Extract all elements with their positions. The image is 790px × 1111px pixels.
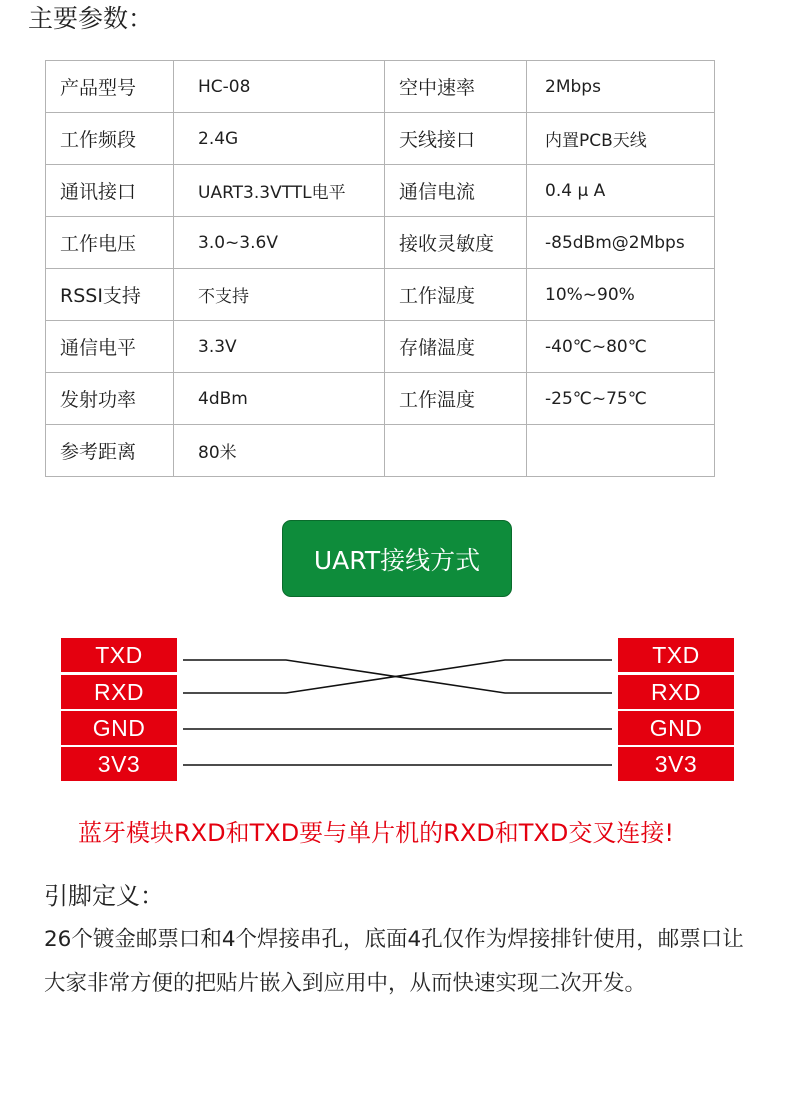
param-value: 0.4 μ A — [527, 165, 715, 217]
param-key: 工作湿度 — [385, 269, 527, 321]
param-value: -40℃~80℃ — [527, 321, 715, 373]
left-pin-gnd: GND — [61, 711, 177, 745]
param-key: 存储温度 — [385, 321, 527, 373]
right-pin-3v3: 3V3 — [618, 747, 734, 781]
param-value: 4dBm — [174, 373, 385, 425]
left-pin-3v3: 3V3 — [61, 747, 177, 781]
left-pin-txd: TXD — [61, 638, 177, 672]
param-key: 工作频段 — [46, 113, 174, 165]
param-key: 通信电平 — [46, 321, 174, 373]
param-value: UART3.3VTTL电平 — [174, 165, 385, 217]
param-key: RSSI支持 — [46, 269, 174, 321]
pin-description: 26个镀金邮票口和4个焊接串孔，底面4孔仅作为焊接排针使用，邮票口让大家非常方便的把贴片嵌入到应用中，从而快速实现二次开发。 — [44, 927, 744, 996]
param-value: -85dBm@2Mbps — [527, 217, 715, 269]
param-value: 3.3V — [174, 321, 385, 373]
param-key: 通讯接口 — [46, 165, 174, 217]
left-pin-rxd: RXD — [61, 675, 177, 709]
param-value: 2.4G — [174, 113, 385, 165]
pin-definition-heading: 引脚定义： — [44, 882, 164, 910]
param-key: 接收灵敏度 — [385, 217, 527, 269]
uart-wiring-button: UART接线方式 — [282, 520, 512, 597]
wire-rxd-to-txd — [183, 660, 612, 693]
param-value: 不支持 — [174, 269, 385, 321]
param-value: HC-08 — [174, 61, 385, 113]
param-key: 产品型号 — [46, 61, 174, 113]
param-value: 10%~90% — [527, 269, 715, 321]
param-value: 80米 — [174, 425, 385, 477]
param-key: 工作电压 — [46, 217, 174, 269]
param-key: 工作温度 — [385, 373, 527, 425]
param-value: 3.0~3.6V — [174, 217, 385, 269]
param-value: -25℃~75℃ — [527, 373, 715, 425]
right-pin-rxd: RXD — [618, 675, 734, 709]
cross-connection-note: 蓝牙模块RXD和TXD要与单片机的RXD和TXD交叉连接! — [78, 819, 674, 847]
param-key: 空中速率 — [385, 61, 527, 113]
param-key: 参考距离 — [46, 425, 174, 477]
param-value: 内置PCB天线 — [527, 113, 715, 165]
param-key: 天线接口 — [385, 113, 527, 165]
right-pin-gnd: GND — [618, 711, 734, 745]
param-key: 发射功率 — [46, 373, 174, 425]
param-key: 通信电流 — [385, 165, 527, 217]
right-pin-txd: TXD — [618, 638, 734, 672]
param-value: 2Mbps — [527, 61, 715, 113]
main-params-heading: 主要参数： — [28, 4, 154, 33]
